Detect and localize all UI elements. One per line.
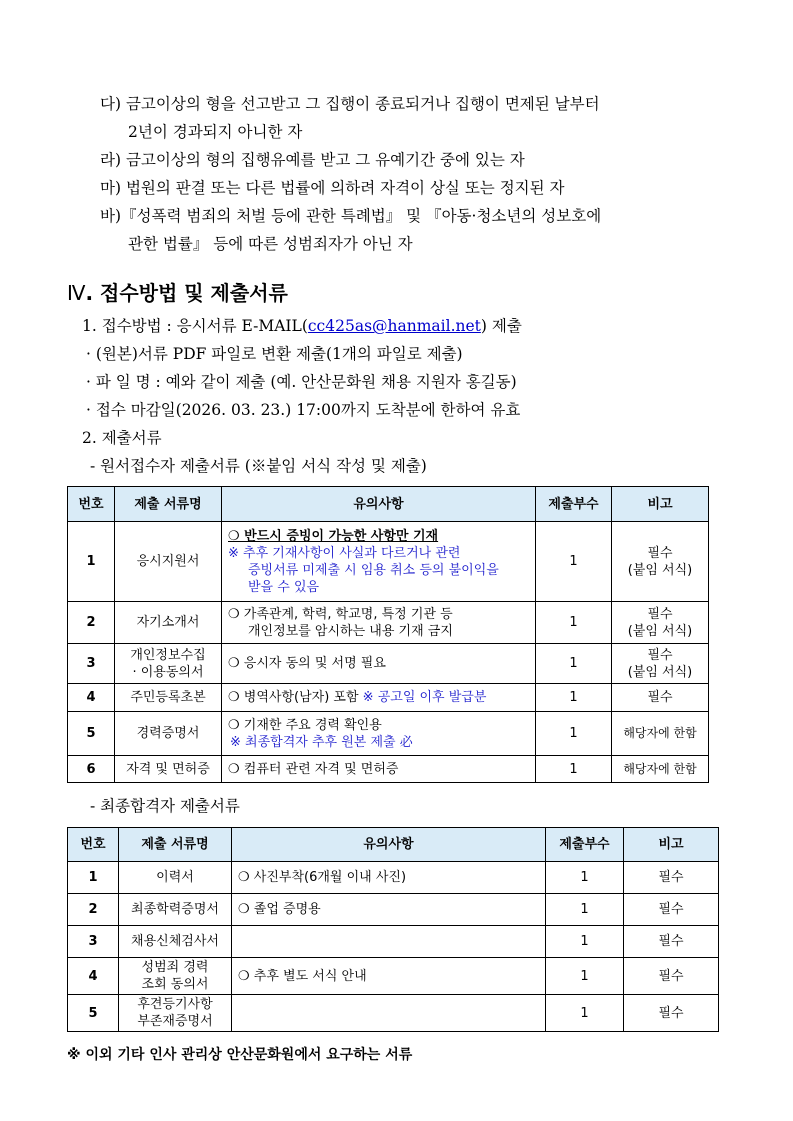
- header-count: 제출부수: [536, 487, 612, 522]
- row-count: 1: [536, 684, 612, 712]
- row-notes: ❍ 추후 별도 서식 안내: [232, 958, 546, 995]
- row-no: 6: [68, 756, 115, 783]
- row-name: 이력서: [119, 862, 232, 894]
- header-count: 제출부수: [546, 828, 624, 862]
- note-line: ❍ 응시자 동의 및 서명 필요: [228, 656, 386, 671]
- row-remark: 해당자에 한함: [612, 712, 709, 756]
- row-remark: 필수: [612, 684, 709, 712]
- method-bullet1: · (원본)서류 PDF 파일로 변환 제출(1개의 파일로 제출): [86, 345, 463, 363]
- row-count: 1: [546, 894, 624, 926]
- row-remark: 필수: [624, 958, 719, 995]
- row-remark: [612, 602, 709, 644]
- row-count: 1: [546, 862, 624, 894]
- remark-line: 필수: [647, 647, 673, 663]
- row-remark: [612, 644, 709, 684]
- row-no: 4: [68, 958, 119, 995]
- row-no: 2: [68, 602, 115, 644]
- table-row: [68, 995, 719, 1032]
- row-count: 1: [536, 756, 612, 783]
- row-no: 5: [68, 995, 119, 1032]
- row-no: 3: [68, 926, 119, 958]
- name-line: 개인정보수집: [130, 647, 206, 663]
- row-count: 1: [536, 712, 612, 756]
- row-no: 1: [68, 862, 119, 894]
- row-notes: [232, 926, 546, 958]
- table-header-row: [68, 487, 709, 522]
- footnote: ※ 이외 기타 인사 관리상 안산문화원에서 요구하는 서류: [67, 1047, 413, 1063]
- table-row: [68, 644, 709, 684]
- remark-line: 필수: [647, 545, 673, 561]
- row-no: 2: [68, 894, 119, 926]
- method-bullet2: · 파 일 명 : 예와 같이 제출 (예. 안산문화원 채용 지원자 홍길동): [86, 373, 517, 391]
- note-line: ❍ 기재한 주요 경력 확인용: [228, 717, 382, 733]
- name-line: · 이용동의서: [132, 664, 204, 680]
- row-count: 1: [546, 958, 624, 995]
- table-header-row: [68, 828, 719, 862]
- row-count: 1: [536, 602, 612, 644]
- method-item2: 2. 제출서류: [82, 429, 162, 447]
- disqualification-da-cont: 2년이 경과되지 아니한 자: [128, 123, 303, 141]
- row-notes: [232, 995, 546, 1032]
- row-count: 1: [536, 644, 612, 684]
- note-line: ❍ 반드시 증빙이 가능한 사항만 기재: [228, 528, 439, 544]
- row-notes: [222, 756, 536, 783]
- disqualification-ba: 바)『성폭력 범죄의 처벌 등에 관한 특례법』 및 『아동·청소년의 성보호에: [100, 207, 602, 225]
- row-remark: 필수: [624, 894, 719, 926]
- row-name: 채용신체검사서: [119, 926, 232, 958]
- remark-line: 필수: [647, 606, 673, 622]
- note-line: 개인정보를 암시하는 내용 기재 금지: [248, 623, 453, 639]
- disqualification-ra: 라) 금고이상의 형의 집행유예를 받고 그 유예기간 중에 있는 자: [100, 151, 525, 169]
- row-remark: 필수: [624, 862, 719, 894]
- method-item1: [82, 316, 522, 336]
- row-name: 자기소개서: [115, 602, 222, 644]
- method-item1-suffix: ) 제출: [480, 317, 522, 335]
- name-line: 후견등기사항: [137, 997, 213, 1012]
- disqualification-ma: 마) 법원의 판결 또는 다른 법률에 의하려 자격이 상실 또는 정지된 자: [100, 179, 565, 197]
- row-count: 1: [546, 926, 624, 958]
- row-notes: [222, 684, 536, 712]
- row-name: [115, 644, 222, 684]
- row-no: 5: [68, 712, 115, 756]
- table-row: [68, 862, 719, 894]
- header-remark: 비고: [624, 828, 719, 862]
- row-notes: [222, 644, 536, 684]
- row-remark: [612, 522, 709, 602]
- name-line: 성범죄 경력: [141, 960, 209, 975]
- remark-line: (붙임 서식): [627, 562, 693, 578]
- row-name: 최종학력증명서: [119, 894, 232, 926]
- note-line: ※ 추후 기재사항이 사실과 다르거나 관련: [228, 545, 461, 561]
- name-line: 조회 동의서: [141, 977, 209, 992]
- row-count: 1: [536, 522, 612, 602]
- header-notes: 유의사항: [222, 487, 536, 522]
- email-link[interactable]: cc425as@hanmail.net: [307, 317, 481, 335]
- table-row: [68, 602, 709, 644]
- row-name: [119, 958, 232, 995]
- row-notes: ❍ 졸업 증명용: [232, 894, 546, 926]
- row-notes: [222, 522, 536, 602]
- row-name: 경력증명서: [115, 712, 222, 756]
- header-name: 제출 서류명: [115, 487, 222, 522]
- subheading-final: - 최종합격자 제출서류: [90, 797, 240, 815]
- row-no: 1: [68, 522, 115, 602]
- header-no: 번호: [68, 828, 119, 862]
- header-notes: 유의사항: [232, 828, 546, 862]
- note-line: ※ 공고일 이후 발급분: [362, 690, 487, 705]
- disqualification-ba-cont: 관한 법률』 등에 따른 성범죄자가 아닌 자: [128, 235, 413, 253]
- remark-line: (붙임 서식): [627, 623, 693, 639]
- header-no: 번호: [68, 487, 115, 522]
- section-roman: Ⅳ: [67, 281, 86, 305]
- row-no: 3: [68, 644, 115, 684]
- table-row: [68, 522, 709, 602]
- table-row: [68, 894, 719, 926]
- row-remark: 필수: [624, 926, 719, 958]
- method-item1-prefix: 1. 접수방법 : 응시서류 E-MAIL(: [82, 317, 308, 335]
- table-row: [68, 958, 719, 995]
- row-notes: ❍ 사진부착(6개월 이내 사진): [232, 862, 546, 894]
- row-name: 응시지원서: [115, 522, 222, 602]
- name-line: 부존재증명서: [137, 1014, 213, 1029]
- table-row: [68, 756, 709, 783]
- row-name: 자격 및 면허증: [115, 756, 222, 783]
- method-bullet3: · 접수 마감일(2026. 03. 23.) 17:00까지 도착분에 한하여 유효: [86, 401, 521, 419]
- header-remark: 비고: [612, 487, 709, 522]
- note-line: 증빙서류 미제출 시 임용 취소 등의 불이익을: [248, 562, 499, 578]
- note-line: ❍ 가족관계, 학력, 학교명, 특정 기관 등: [228, 606, 453, 622]
- disqualification-da: 다) 금고이상의 형을 선고받고 그 집행이 종료되거나 집행이 면제된 날부터: [100, 95, 600, 113]
- section-title-text: . 접수방법 및 제출서류: [85, 281, 288, 305]
- note-line: ❍ 컴퓨터 관련 자격 및 면허증: [228, 761, 399, 777]
- note-line: 받을 수 있음: [248, 579, 320, 595]
- table-row: [68, 712, 709, 756]
- applicant-documents-table: [67, 486, 709, 783]
- table-row: [68, 926, 719, 958]
- row-remark: 해당자에 한함: [612, 756, 709, 783]
- row-name: 주민등록초본: [115, 684, 222, 712]
- row-notes: [222, 712, 536, 756]
- row-no: 4: [68, 684, 115, 712]
- row-notes: [222, 602, 536, 644]
- final-documents-table: [67, 827, 719, 1032]
- subheading-applicant: - 원서접수자 제출서류 (※붙임 서식 작성 및 제출): [90, 457, 427, 475]
- section-title: [67, 280, 288, 306]
- row-count: 1: [546, 995, 624, 1032]
- row-remark: 필수: [624, 995, 719, 1032]
- header-name: 제출 서류명: [119, 828, 232, 862]
- row-name: [119, 995, 232, 1032]
- table-row: [68, 684, 709, 712]
- note-line: ❍ 병역사항(남자) 포함: [228, 690, 363, 705]
- note-line: ※ 최종합격자 추후 원본 제출 必: [230, 734, 413, 750]
- remark-line: (붙임 서식): [627, 664, 693, 680]
